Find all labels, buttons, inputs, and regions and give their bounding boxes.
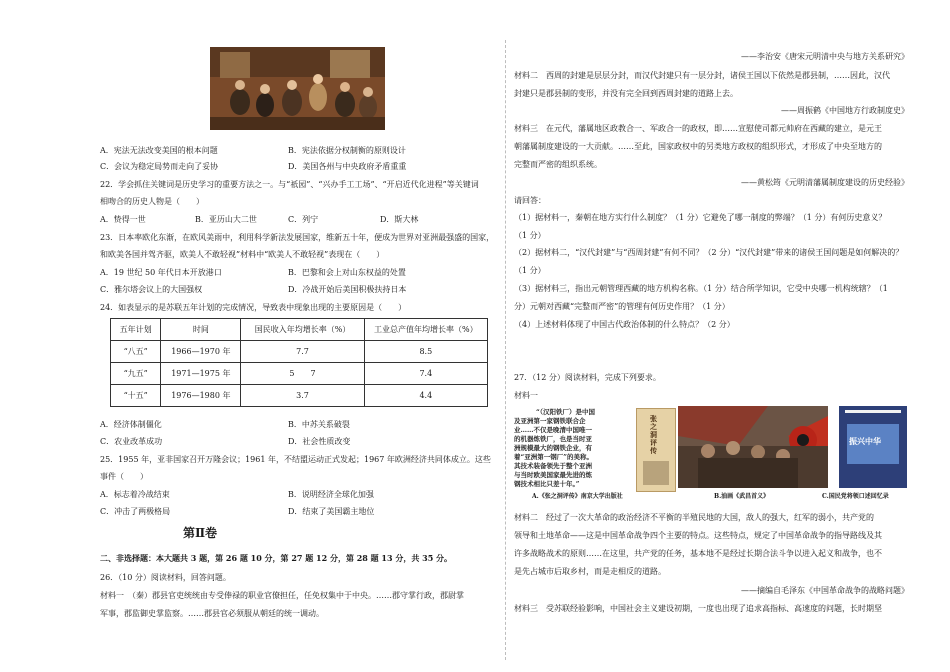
q23-option-c: C．雅尔塔会议上的大国强权 (100, 285, 203, 294)
constitution-painting (210, 47, 385, 130)
table-cell: “八五” (111, 341, 161, 363)
cover-stripe (845, 410, 901, 413)
section-title: 第Ⅱ卷 (182, 526, 218, 540)
book-title: 张之洞评传 (650, 414, 657, 455)
column-divider (505, 40, 506, 660)
q22-option-c: C．列宁 (288, 215, 319, 224)
caption-c: C.国民党将领口述回忆录 (822, 493, 889, 500)
quote-line: 与当时欧美国家最先进的炼 (514, 471, 592, 479)
table-cell: 1971—1975 年 (161, 363, 241, 385)
q25-option-c: C．冲击了两极格局 (100, 507, 171, 516)
q26-sub4: （4）上述材料体现了中国古代政治体制的什么特点？（2 分） (514, 320, 735, 329)
q27-material2-line2: 领导和土地革命——这是中国革命战争四个主要的特点。这些特点，规定了中国革命战争的指导路线及其 (514, 531, 882, 540)
q24-option-c: C．农业改革成功 (100, 437, 163, 446)
q25-option-d: D．结束了美国霸主地位 (288, 507, 375, 516)
source-citation-3: ——黄松筠《元明清藩属制度建设的历史经验》 (741, 178, 909, 187)
quote-line: 洲规模最大的钢铁企业，有 (514, 444, 592, 452)
table-header-cell: 五年计划 (111, 319, 161, 341)
q24-option-b: B．中苏关系破裂 (288, 420, 350, 429)
q25-stem-line1: 25．1955 年，亚非国家召开万隆会议；1961 年，不结盟运动正式发起；1967 年欧洲经济共同体成立。这些 (100, 455, 491, 464)
q22-stem-line1: 22．学会抓住关键词是历史学习的重要方法之一。与“祇园”、“兴办手工工场”、“开启近代化进程”等关键词 (100, 180, 479, 189)
material1-image-c (839, 406, 907, 488)
caption-a: A.《张之洞评传》南京大学出版社 (532, 493, 623, 500)
source-citation-4: ——摘编自毛泽东《中国革命战争的战略问题》 (741, 586, 909, 595)
q26-sub3-cont: 分）元朝对西藏“完整而严密”的管理有何历史作用？（1 分） (514, 302, 730, 311)
wuchang-painting (678, 406, 828, 488)
q21-option-b: B．宪法依据分权制衡的原则设计 (288, 146, 406, 155)
table-cell: 7.4 (364, 363, 487, 385)
book-cover-zhang (636, 408, 676, 492)
quote-line: 其技术装备领先于整个亚洲 (514, 462, 592, 470)
source-citation-2: ——周振鹤《中国地方行政制度史》 (781, 106, 909, 115)
q25-option-a: A．标志着冷战结束 (100, 490, 170, 499)
table-cell: 4.4 (364, 385, 487, 407)
table-cell: “十五” (111, 385, 161, 407)
q26-material2-line1: 材料二 西周的封建是层层分封，而汉代封建只有一层分封，诸侯王国以下依然是郡县制，……因此，汉代 (514, 71, 890, 80)
q27-intro: 27．（12 分）阅读材料，完成下列要求。 (514, 373, 661, 382)
q21-option-a: A．宪法无法改变美国的根本问题 (100, 146, 218, 155)
q26-sub2: （2）据材料二，“汉代封建”与“西周封建”有何不同？（2 分）“汉代封建”带来的诸侯王国问题是如何解决的？ (514, 248, 904, 257)
q26-material3-line1: 材料三 在元代，藩属地区政教合一、军政合一的政权，即……宣慰使司都元帅府在西藏的建立，是元王 (514, 124, 882, 133)
table-row (111, 363, 488, 385)
source-citation-1: ——李治安《唐宋元明清中央与地方关系研究》 (741, 52, 909, 61)
book-portrait (643, 461, 669, 485)
quote-line: 的机器炼铁厂，也是当时亚 (514, 435, 592, 443)
q22-option-a: A．贽得一世 (100, 215, 146, 224)
material1-image-a (514, 406, 674, 492)
q27-material1-label: 材料一 (514, 391, 538, 400)
table-header-cell: 时间 (161, 319, 241, 341)
q22-stem-line2: 相吻合的历史人物是（ ） (100, 197, 204, 206)
q23-stem-line2: 和欧美各国并驾齐驱，欧美人不敢轻视”材料中“欧美人不敢轻视”表现在（ ） (100, 250, 385, 259)
q26-material3-line2: 朝藩属制度建设的一大贡献。……至此，国家政权中的另类地方政权的组织形式，才形成了中央至地方的 (514, 142, 882, 151)
q24-option-a: A．经济体制僵化 (100, 420, 162, 429)
table-header-row (111, 319, 488, 341)
q26-material2-line2: 封建只是郡县制的变形，并没有完全回到西周封建的道路上去。 (514, 89, 738, 98)
table-cell: 7.7 (241, 341, 364, 363)
q24-stem: 24．如表显示的是苏联五年计划的完成情况，导致表中现象出现的主要原因是（ ） (100, 303, 407, 312)
quote-line: “（汉阳铁厂）是中国 (536, 408, 595, 416)
table-header-cell: 工业总产值年均增长率（%） (364, 319, 487, 341)
table-header-cell: 国民收入年均增长率（%） (241, 319, 364, 341)
q26-material1-line2: 军事，郡监御史掌监察。……郡县官必须服从朝廷的统一调动。 (100, 609, 324, 618)
painting-image (210, 47, 385, 130)
q23-option-d: D．冷战开始后美国积极扶持日本 (288, 285, 407, 294)
material1-image-b (678, 406, 828, 488)
q27-material3-line1: 材料三 受苏联经验影响，中国社会主义建设初期，一度也出现了追求高指标、高速度的问题，长时期坚 (514, 604, 882, 613)
q27-material2-line1: 材料二 经过了一次大革命的政治经济不平衡的半殖民地的大国，敌人的强大，红军的弱小，共产党的 (514, 513, 874, 522)
q22-option-d: D．斯大林 (380, 215, 419, 224)
q26-sub3: （3）据材料三，指出元朝管理西藏的地方机构名称。（1 分）结合所学知识，它受中央哪一机构统辖？（1 (514, 284, 888, 293)
q24-option-d: D．社会性质改变 (288, 437, 351, 446)
q27-material2-line3: 许多战略战术的原则……在这里，共产党的任务，基本地不是经过长期合法斗争以进入起义和战争，也不 (514, 549, 882, 558)
q23-option-a: A．19 世纪 50 年代日本开放港口 (100, 268, 222, 277)
q21-option-c: C．会议为稳定局势而走向了妥协 (100, 162, 219, 171)
q26-material3-line3: 完整而严密的组织系统。 (514, 160, 602, 169)
quote-line: 钢技术相比只差十年。” (514, 480, 580, 488)
cover-title: 振兴中华 (849, 436, 881, 446)
table-cell: 1976—1980 年 (161, 385, 241, 407)
q23-option-b: B．巴黎和会上对山东权益的处置 (288, 268, 406, 277)
hanyang-quote-block (514, 406, 632, 492)
q25-stem-line2: 事件（ ） (100, 472, 148, 481)
q26-material1-line1: 材料一 （秦）郡县官吏统统由专受俸禄的职业官僚担任，任免权集中于中央。……郡守掌行政，郡尉掌 (100, 591, 464, 600)
table-cell: 1966—1970 年 (161, 341, 241, 363)
quote-line: 业……不仅是晚清中国唯一 (514, 426, 592, 434)
q26-sub2-cont: （1 分） (514, 266, 546, 275)
table-row (111, 385, 488, 407)
part2-heading: 二、非选择题：本大题共 3 题，第 26 题 10 分，第 27 题 12 分，第 28 题 13 分，共 35 分。 (100, 553, 453, 563)
quote-line: 及亚洲第一家钢铁联合企 (514, 417, 586, 425)
q27-material2-line4: 是先占城市后取乡村，而是走相反的道路。 (514, 567, 666, 576)
q26-sub1: （1）据材料一，秦朝在地方实行什么制度？（1 分）它避免了哪一制度的弊端？（1 分）有何历史意义？ (514, 213, 887, 222)
q21-option-d: D．美国各州与中央政府矛盾重重 (288, 162, 407, 171)
quote-line: 着“亚洲第一钢厂”的美称。 (514, 453, 593, 461)
questions-prompt: 请回答： (514, 196, 546, 205)
q23-stem-line1: 23．日本率欧化东渐，在欧风美雨中，利用科学新法发展国家，维新五十年，便成为世界对亚洲最强盛的国家， (100, 233, 495, 242)
table-row (111, 341, 488, 363)
q26-sub1-cont: （1 分） (514, 231, 546, 240)
q26-intro: 26．（10 分）阅读材料，回答问题。 (100, 573, 231, 582)
table-cell: 8.5 (364, 341, 487, 363)
table-cell: 3.7 (241, 385, 364, 407)
q24-table (110, 318, 488, 407)
table-cell: 5 7 (241, 363, 364, 385)
q25-option-b: B．说明经济全球化加强 (288, 490, 374, 499)
caption-b: B.油画《武昌首义》 (714, 493, 770, 500)
table-cell: “九五” (111, 363, 161, 385)
q22-option-b: B．亚历山大二世 (195, 215, 257, 224)
